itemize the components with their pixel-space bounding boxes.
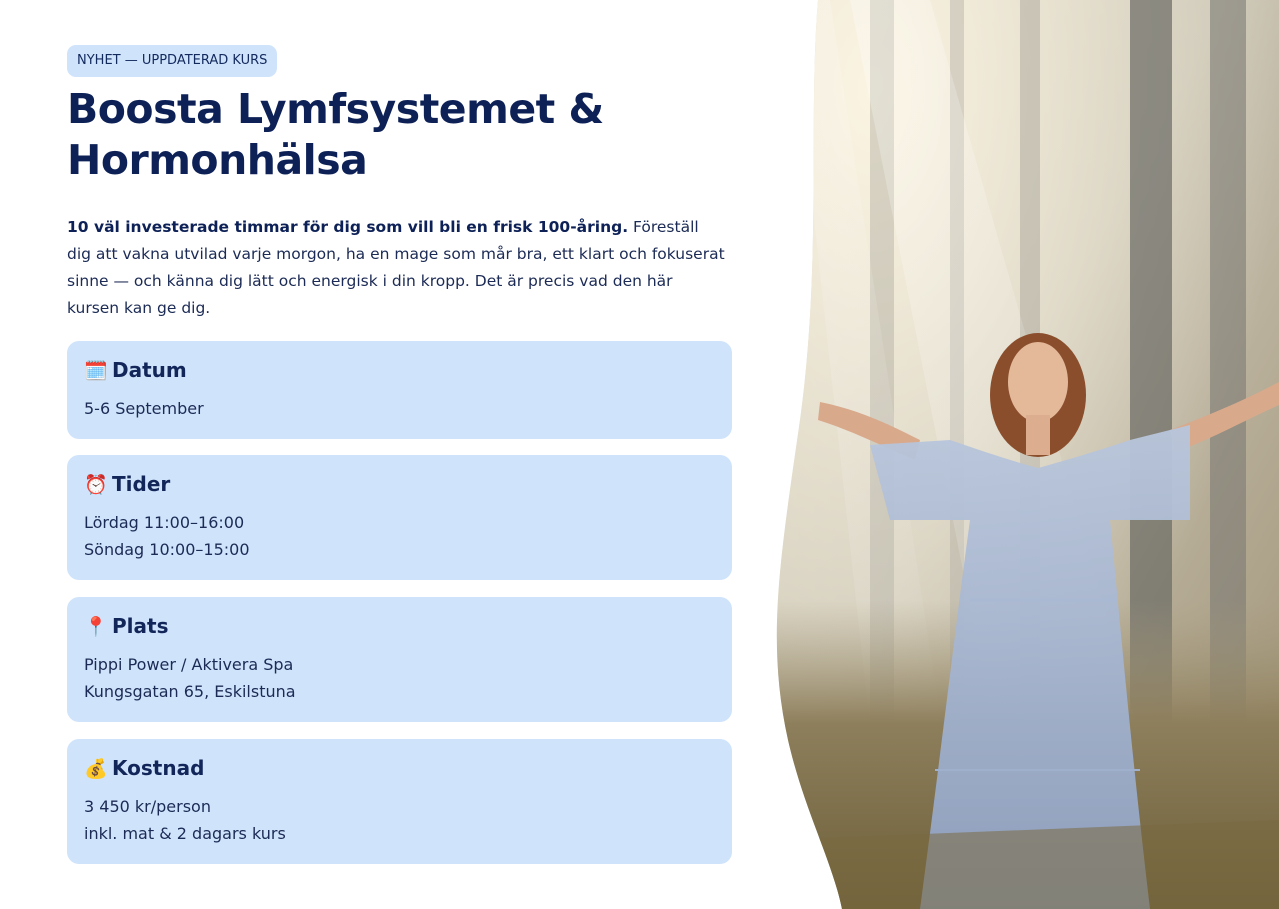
news-badge: NYHET — UPPDATERAD KURS [67,45,277,77]
detail-line: Söndag 10:00–15:00 [84,540,250,559]
page-title: Boosta Lymfsystemet & Hormonhälsa [67,85,604,184]
card-details [84,509,250,563]
woman-in-forest-photo [770,0,1279,909]
intro-rest: Föreställ dig att vakna utvilad varje morgon, ha en mage som mår bra, ett klart och fokuserat sinne — och känna dig lätt och energisk i din kropp. Det är precis vad den här kursen kan ge dig. [67,218,725,317]
alarm-clock-icon: ⏰ [84,474,108,496]
detail-line: Pippi Power / Aktivera Spa [84,655,294,674]
card-details [84,793,286,847]
location-pin-icon: 📍 [84,616,108,638]
detail-line: 5-6 September [84,399,204,418]
detail-line: Kungsgatan 65, Eskilstuna [84,682,296,701]
detail-line: Lördag 11:00–16:00 [84,513,245,532]
card-cost [67,739,732,864]
card-heading: Kostnad [112,756,205,780]
calendar-icon: 🗓️ [84,360,108,382]
intro-text [67,214,727,322]
card-details [84,395,204,422]
card-heading: Datum [112,358,187,382]
card-title [84,471,170,498]
detail-line: inkl. mat & 2 dagars kurs [84,824,286,843]
card-title [84,613,168,640]
money-bag-icon: 💰 [84,758,108,780]
card-title [84,357,187,384]
intro-lead: 10 väl investerade timmar för dig som vill bli en frisk 100-åring. [67,218,629,236]
card-details [84,651,296,705]
card-title [84,755,204,782]
detail-line: 3 450 kr/person [84,797,211,816]
card-date [67,341,732,439]
card-heading: Plats [112,614,169,638]
card-heading: Tider [112,472,171,496]
card-times [67,455,732,580]
card-location [67,597,732,722]
